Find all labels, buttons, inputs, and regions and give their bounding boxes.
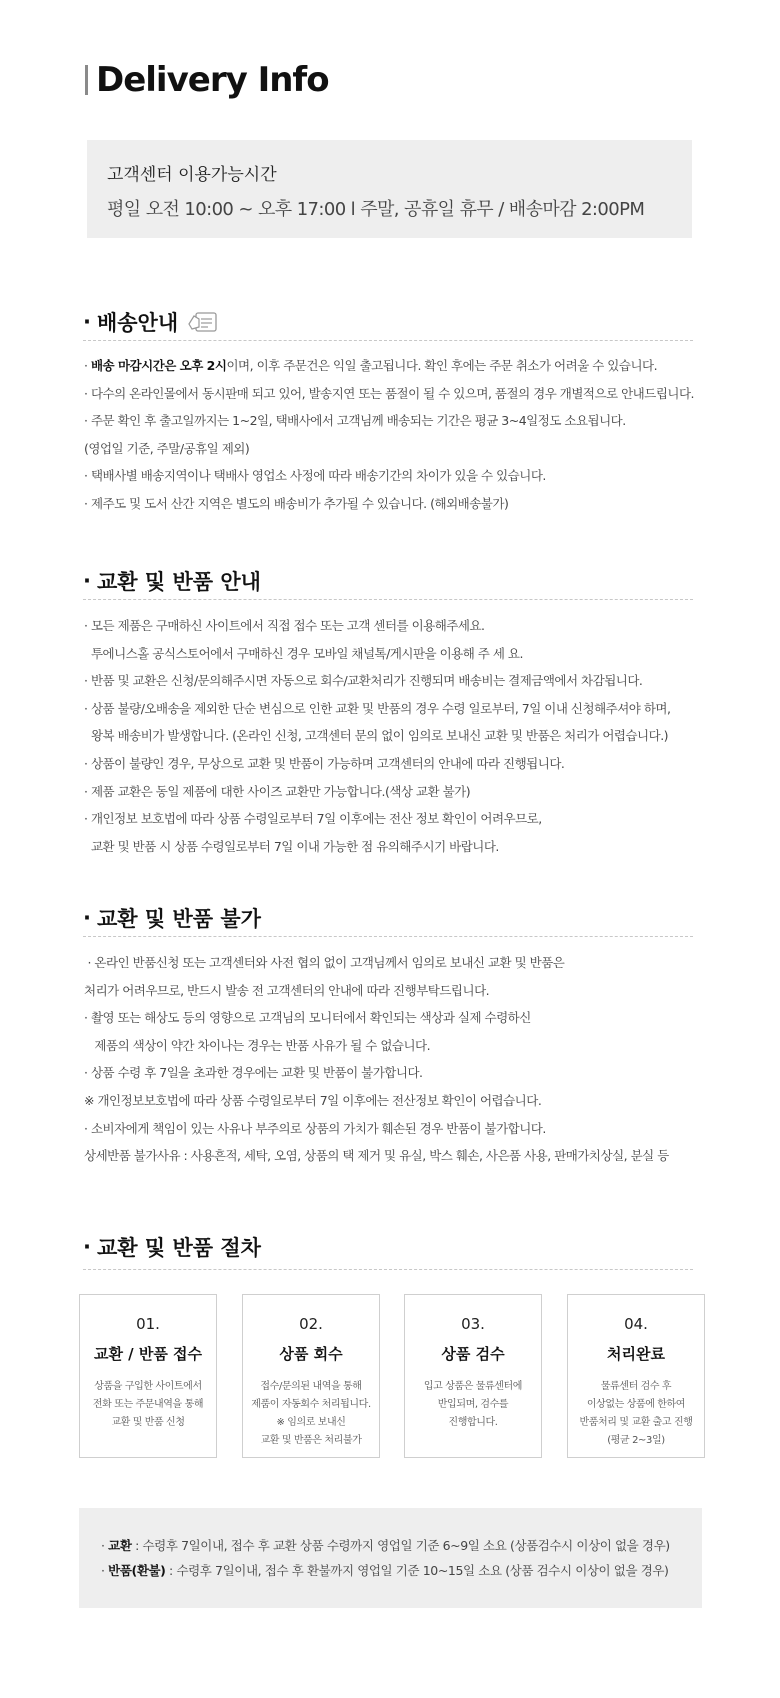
shipping-title-text: 배송안내 — [96, 311, 179, 335]
step-description: 물류센터 검수 후 이상없는 상품에 한하여 반품처리 및 교환 출고 진행 (평균 2~3일) — [579, 1381, 693, 1446]
delivery-box-icon — [186, 310, 220, 334]
section-divider — [83, 936, 693, 937]
procedure-steps — [79, 1294, 705, 1458]
shipping-section-header — [83, 307, 693, 337]
section-divider — [83, 1269, 693, 1270]
step-number: 01. — [136, 1315, 160, 1333]
shipping-section-title: · 배송안내 — [83, 307, 693, 337]
list-item: (영업일 기준, 주말/공휴일 제외) — [84, 440, 250, 456]
procedure-step-3 — [404, 1294, 542, 1458]
list-item: 상세반품 불가사유 : 사용흔적, 세탁, 오염, 상품의 택 제거 및 유실, 박스 훼손, 사은품 사용, 판매가치상실, 분실 등 — [84, 1148, 669, 1164]
step-number: 02. — [299, 1315, 323, 1333]
title-accent-bar — [85, 65, 88, 95]
step-title: 교환 / 반품 접수 — [93, 1345, 203, 1363]
step-description: 접수/문의된 내역을 통해 제품이 자동회수 처리됩니다. ※ 임의로 보내신 교환 및 반품은 처리불가 — [251, 1381, 371, 1446]
step-number: 04. — [624, 1315, 648, 1333]
not-allowed-section-title: · 교환 및 반품 불가 — [83, 903, 693, 933]
list-item: · 주문 확인 후 출고일까지는 1~2일, 택배사에서 고객님께 배송되는 기간은 평균 3~4일정도 소요됩니다. — [84, 413, 626, 429]
list-item: 왕복 배송비가 발생합니다. (온라인 신청, 고객센터 문의 없이 임의로 보내신 교환 및 반품은 처리가 어렵습니다.) — [84, 728, 669, 744]
procedure-section-title: · 교환 및 반품 절차 — [83, 1232, 693, 1262]
list-item: · 반품 및 교환은 신청/문의해주시면 자동으로 회수/교환처리가 진행되며 배송비는 결제금액에서 차감됩니다. — [84, 673, 643, 689]
processing-period-notes — [79, 1508, 702, 1608]
step-number: 03. — [461, 1315, 485, 1333]
not-allowed-section-header — [83, 903, 693, 933]
exchange-title-text: 교환 및 반품 안내 — [96, 570, 261, 594]
list-item: 제품의 색상이 약간 차이나는 경우는 반품 사유가 될 수 없습니다. — [84, 1037, 431, 1053]
list-item: · 촬영 또는 해상도 등의 영향으로 고객님의 모니터에서 확인되는 색상과 실제 수령하신 — [84, 1010, 531, 1026]
step-title: 상품 검수 — [441, 1345, 505, 1363]
exchange-section-header — [83, 566, 693, 596]
exchange-section-title: · 교환 및 반품 안내 — [83, 566, 693, 596]
step-title: 처리완료 — [607, 1345, 665, 1363]
step-title: 상품 회수 — [279, 1345, 343, 1363]
not-allowed-info-list — [84, 949, 724, 1170]
hours-text: 평일 오전 10:00 ~ 오후 17:00 l 주말, 공휴일 휴무 / 배송마감 2:00PM — [107, 199, 645, 220]
procedure-step-4 — [567, 1294, 705, 1458]
not-allowed-title-text: 교환 및 반품 불가 — [96, 907, 261, 931]
page-title-text: Delivery Info — [96, 60, 329, 100]
list-item: · 상품 불량/오배송을 제외한 단순 변심으로 인한 교환 및 반품의 경우 수령 일로부터, 7일 이내 신청해주셔야 하며, — [84, 700, 671, 716]
section-divider — [83, 340, 693, 341]
step-description: 입고 상품은 물류센터에 반입되며, 검수를 진행합니다. — [423, 1381, 523, 1428]
list-item: 처리가 어려우므로, 반드시 발송 전 고객센터의 안내에 따라 진행부탁드립니다. — [84, 982, 490, 998]
list-item: · 개인정보 보호법에 따라 상품 수령일로부터 7일 이후에는 전산 정보 확인이 어려우므로, — [84, 811, 542, 827]
list-item: · 상품이 불량인 경우, 무상으로 교환 및 반품이 가능하며 고객센터의 안내에 따라 진행됩니다. — [84, 755, 565, 771]
page-title — [85, 60, 329, 100]
step-description: 상품을 구입한 사이트에서 전화 또는 주문내역을 통해 교환 및 반품 신청 — [92, 1381, 204, 1428]
list-item: ※ 개인정보보호법에 따라 상품 수령일로부터 7일 이후에는 전산정보 확인이 어렵습니다. — [84, 1092, 542, 1108]
procedure-section-header — [83, 1232, 693, 1262]
exchange-info-list — [84, 612, 724, 860]
procedure-title-text: 교환 및 반품 절차 — [96, 1236, 261, 1260]
list-item: · 택배사별 배송지역이나 택배사 영업소 사정에 따라 배송기간의 차이가 있을 수 있습니다. — [84, 468, 546, 484]
list-item: · 소비자에게 책임이 있는 사유나 부주의로 상품의 가치가 훼손된 경우 반품이 불가합니다. — [84, 1120, 546, 1136]
list-item: · 상품 수령 후 7일을 초과한 경우에는 교환 및 반품이 불가합니다. — [84, 1065, 423, 1081]
list-item: · 다수의 온라인몰에서 동시판매 되고 있어, 발송지연 또는 품절이 될 수 있으며, 품절의 경우 개별적으로 안내드립니다. — [84, 385, 695, 401]
shipping-info-list — [84, 352, 724, 518]
refund-period-note: · 반품(환불) : 수령후 7일이내, 접수 후 환불까지 영업일 기준 10~15일 소요 (상품 검수시 이상이 없을 경우) — [101, 1563, 669, 1578]
list-item: 교환 및 반품 시 상품 수령일로부터 7일 이내 가능한 점 유의해주시기 바랍니다. — [84, 838, 499, 854]
section-divider — [83, 599, 693, 600]
list-item: · 제주도 및 도서 산간 지역은 별도의 배송비가 추가될 수 있습니다. (해외배송불가) — [84, 495, 509, 511]
procedure-step-2 — [242, 1294, 380, 1458]
list-item: · 온라인 반품신청 또는 고객센터와 사전 협의 없이 고객님께서 임의로 보내신 교환 및 반품은 — [84, 955, 565, 970]
procedure-step-1 — [79, 1294, 217, 1458]
hours-title: 고객센터 이용가능시간 — [107, 165, 277, 185]
list-item: 투에니스홀 공식스토어에서 구매하신 경우 모바일 채널톡/게시판을 이용해 주 세 요. — [84, 645, 523, 661]
list-item: · 배송 마감시간은 오후 2시이며, 이후 주문건은 익일 출고됩니다. 확인 후에는 주문 취소가 어려울 수 있습니다. — [84, 358, 658, 373]
customer-center-hours-box — [87, 140, 692, 238]
list-item: · 제품 교환은 동일 제품에 대한 사이즈 교환만 가능합니다.(색상 교환 불가) — [84, 783, 471, 799]
exchange-period-note: · 교환 : 수령후 7일이내, 접수 후 교환 상품 수령까지 영업일 기준 6~9일 소요 (상품검수시 이상이 없을 경우) — [101, 1538, 670, 1553]
list-item: · 모든 제품은 구매하신 사이트에서 직접 접수 또는 고객 센터를 이용해주세요. — [84, 618, 485, 633]
